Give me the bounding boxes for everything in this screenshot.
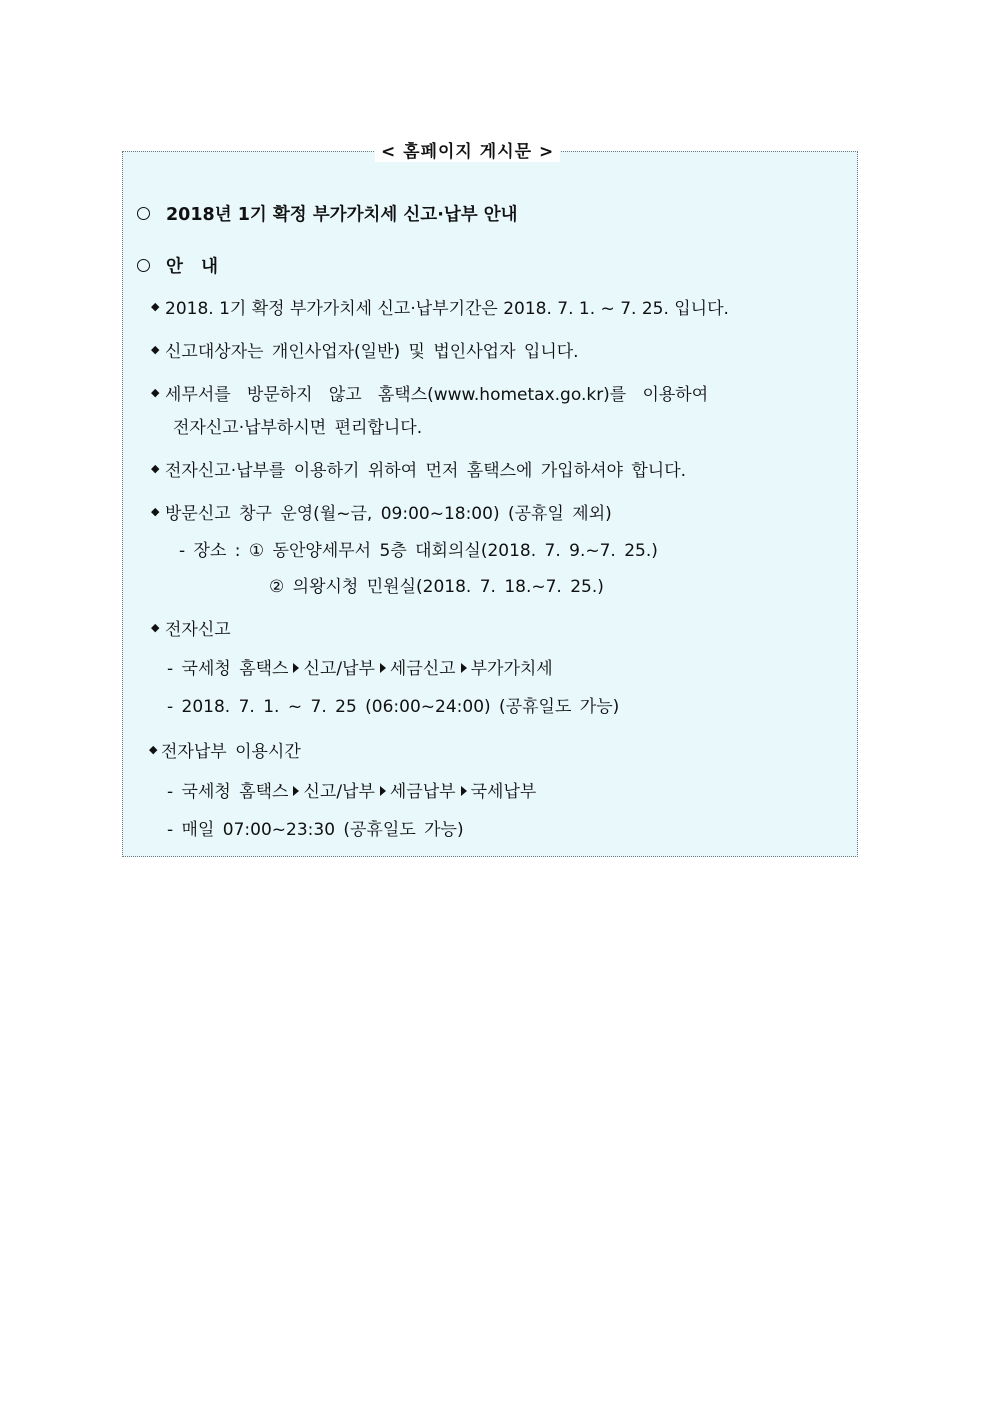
place-2-text: ② 의왕시청 민원실(2018. 7. 18.~7. 25.) bbox=[269, 577, 604, 597]
e-payment-step-1: 신고/납부 bbox=[303, 782, 375, 802]
e-payment-title bbox=[149, 741, 301, 763]
list-item-visit bbox=[151, 503, 612, 525]
circle-bullet-icon bbox=[137, 207, 150, 220]
diamond-bullet-icon: ◆ bbox=[151, 386, 160, 399]
item-hometax-text-1: 세무서를 방문하지 않고 홈택스(www.hometax.go.kr)를 이용하여 bbox=[165, 385, 709, 405]
info-heading bbox=[137, 256, 218, 278]
arrow-right-icon bbox=[461, 786, 467, 796]
item-target-text: 신고대상자는 개인사업자(일반) 및 법인사업자 입니다. bbox=[165, 342, 579, 362]
circle-bullet-icon bbox=[137, 259, 150, 272]
diamond-bullet-icon: ◆ bbox=[151, 621, 160, 634]
visit-place-1 bbox=[179, 540, 658, 562]
main-heading-text: 2018년 1기 확정 부가가치세 신고·납부 안내 bbox=[166, 205, 518, 225]
e-filing-path bbox=[167, 658, 553, 680]
diamond-bullet-icon: ◆ bbox=[149, 743, 158, 756]
item-visit-text: 방문신고 창구 운영(월~금, 09:00~18:00) (공휴일 제외) bbox=[165, 504, 612, 524]
notice-box bbox=[122, 142, 858, 857]
item-signup-text: 전자신고·납부를 이용하기 위하여 먼저 홈택스에 가입하셔야 합니다. bbox=[165, 461, 687, 481]
e-payment-hours bbox=[167, 819, 464, 841]
diamond-bullet-icon: ◆ bbox=[151, 300, 160, 313]
e-filing-step-2: 세금신고 bbox=[389, 659, 456, 679]
main-heading bbox=[137, 204, 518, 226]
e-payment-path-prefix: - 국세청 홈택스 bbox=[167, 782, 289, 802]
diamond-bullet-icon: ◆ bbox=[151, 343, 160, 356]
arrow-right-icon bbox=[293, 786, 299, 796]
place-1-text: - 장소 : ① 동안양세무서 5층 대회의실(2018. 7. 9.~7. 25.) bbox=[179, 541, 658, 561]
e-payment-hours-text: - 매일 07:00~23:30 (공휴일도 가능) bbox=[167, 820, 464, 840]
e-filing-title-text: 전자신고 bbox=[165, 620, 231, 640]
list-item-signup bbox=[151, 460, 686, 482]
item-period-text: 2018. 1기 확정 부가가치세 신고·납부기간은 2018. 7. 1. ~ 7. 25. 입니다. bbox=[165, 299, 729, 319]
list-item-target bbox=[151, 341, 579, 363]
e-payment-step-2: 세금납부 bbox=[389, 782, 456, 802]
list-item-hometax bbox=[151, 384, 708, 406]
e-payment-step-3: 국세납부 bbox=[470, 782, 537, 802]
notice-title: < 홈페이지 게시문 > bbox=[375, 142, 560, 162]
arrow-right-icon bbox=[461, 663, 467, 673]
e-filing-step-3: 부가가치세 bbox=[470, 659, 553, 679]
e-payment-title-text: 전자납부 이용시간 bbox=[161, 742, 301, 762]
info-heading-text: 안 내 bbox=[166, 257, 219, 277]
e-filing-hours-text: - 2018. 7. 1. ~ 7. 25 (06:00~24:00) (공휴일도 가능) bbox=[167, 697, 620, 717]
e-filing-title bbox=[151, 619, 231, 641]
e-payment-path bbox=[167, 781, 536, 803]
item-hometax-text-2: 전자신고·납부하시면 편리합니다. bbox=[173, 418, 423, 438]
e-filing-path-prefix: - 국세청 홈택스 bbox=[167, 659, 289, 679]
visit-place-2 bbox=[269, 576, 604, 598]
list-item-period bbox=[151, 298, 729, 320]
diamond-bullet-icon: ◆ bbox=[151, 505, 160, 518]
diamond-bullet-icon: ◆ bbox=[151, 462, 160, 475]
arrow-right-icon bbox=[293, 663, 299, 673]
arrow-right-icon bbox=[380, 786, 386, 796]
e-filing-step-1: 신고/납부 bbox=[303, 659, 375, 679]
arrow-right-icon bbox=[380, 663, 386, 673]
e-filing-hours bbox=[167, 696, 619, 718]
list-item-hometax-cont bbox=[173, 417, 422, 439]
